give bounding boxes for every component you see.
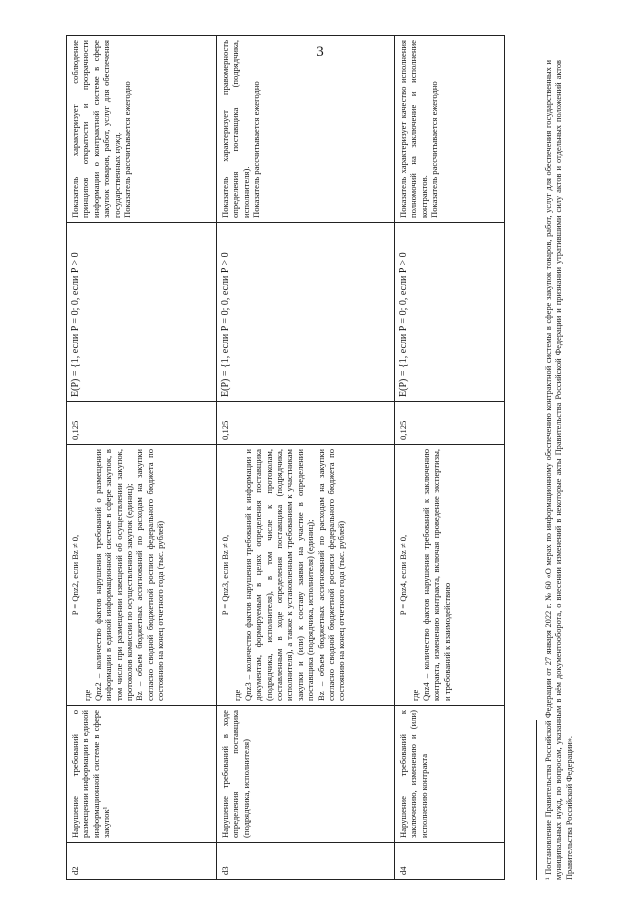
indicator-row (395, 36, 505, 880)
evaluation-rule-cell (217, 223, 395, 402)
indicator-name: Нарушение требований о размещении информации в единой информационной системе в сфере закупок¹ (67, 706, 217, 843)
indicator-description-cell (395, 36, 505, 223)
indicator-description-cell (217, 36, 395, 223)
evaluation-rule: E(P) = {1, если P = 0; 0, если P > 0 (220, 252, 231, 397)
indicator-formula-cell (217, 445, 395, 706)
formula-explanation: Qnz4 – количество фактов нарушения требований к заключению контракта, изменению контракта, включая проведение экспертизы, и требований к взаимодействию (420, 449, 452, 701)
formula-line: P = Qnz4, если Bz ≠ 0, (398, 534, 408, 616)
formula-explanation: где (410, 689, 421, 701)
indicator-code: d4 (395, 843, 505, 880)
indicator-formula-cell (395, 445, 505, 706)
evaluation-rule-cell (67, 223, 217, 402)
indicator-row (67, 36, 217, 880)
footnote-divider (536, 720, 537, 880)
formula-explanation: Bz – объем бюджетных ассигнований по расходам на закупки согласно сводной бюджетной росписи федерального бюджета по состоянию на конец отчетного года (тыс. рублей) (134, 449, 166, 701)
indicator-weight: 0,125 (395, 402, 505, 445)
indicator-description: Показатель рассчитывается ежегодно (429, 81, 440, 218)
indicator-description-cell (67, 36, 217, 223)
evaluation-rule: E(P) = {1, если P = 0; 0, если P > 0 (398, 252, 409, 397)
formula-explanation: Bz – объем бюджетных ассигнований по расходам на закупки согласно сводной бюджетной росписи федерального бюджета по состоянию на конец отчетного года (тыс. рублей) (315, 449, 347, 701)
rotated-page (66, 40, 606, 880)
indicator-description: Показатель рассчитывается ежегодно (251, 81, 262, 218)
indicator-description: Показатель характеризует качество исполнения полномочий на заключение и исполнение контрактов. (398, 40, 429, 218)
indicator-name: Нарушение требований к заключению, изменению и (или) исполнению контракта (395, 706, 505, 843)
evaluation-rule-cell (395, 223, 505, 402)
indicator-description: Показатель характеризует соблюдение принципов открытости и прозрачности информации о контрактной системе в сфере закупок товаров, работ, услуг для обеспечения государственных нужд. (70, 40, 122, 218)
indicator-formula-cell (67, 445, 217, 706)
indicator-description: Показатель характеризует правомерность определения поставщика (подрядчика, исполнителя). (220, 40, 251, 218)
formula-line: P = Qnz2, если Bz ≠ 0, (70, 534, 80, 616)
footnote: ¹ Постановление Правительства Российской Федерации от 27 января 2022 г. № 60 «О мерах по информационному обеспечению контрактной системы в сфере закупок товаров, работ, услуг для обеспечения государственных и муниципальных нужд, по вопросам, указанным в нём документооборота, о внесении изменений в некоторые акты Правительства Российской Федерации и признании утратившими силу актов и отдельных положений актов Правительства Российской Федерации». (544, 60, 574, 880)
indicator-description: Показатель рассчитывается ежегодно (122, 81, 133, 218)
formula-explanation: Qnz3 – количество фактов нарушения требований к информации и документам, формируемым в целях определения поставщика (подрядчика, исполнителя), в том числе к протоколам, составленным в ходе определения поставщика (подрядчика, исполнителя), а также к установленным требованиям к участникам закупки и (или) к составу заявки на участие в определении поставщика (подрядчика, исполнителя) (единиц); (242, 449, 316, 701)
indicator-code: d2 (67, 843, 217, 880)
page-number: 3 (316, 44, 324, 60)
indicators-table (66, 35, 505, 880)
indicator-weight: 0,125 (67, 402, 217, 445)
indicator-code: d3 (217, 843, 395, 880)
indicator-weight: 0,125 (217, 402, 395, 445)
evaluation-rule: E(P) = {1, если P = 0; 0, если P > 0 (70, 252, 81, 397)
indicator-name: Нарушение требований в ходе определения поставщика (подрядчика, исполнителя) (217, 706, 395, 843)
indicator-row (217, 36, 395, 880)
formula-explanation: где (232, 689, 243, 701)
formula-explanation: Qnz2 – количество фактов нарушения требований о размещении информации в единой информационной системе в сфере закупок, в том числе при размещении извещений об осуществлении закупок, протоколов комиссии по осуществлению закупок (единиц); (92, 449, 135, 701)
formula-line: P = Qnz3, если Bz ≠ 0, (220, 534, 230, 616)
formula-explanation: где (82, 689, 93, 701)
